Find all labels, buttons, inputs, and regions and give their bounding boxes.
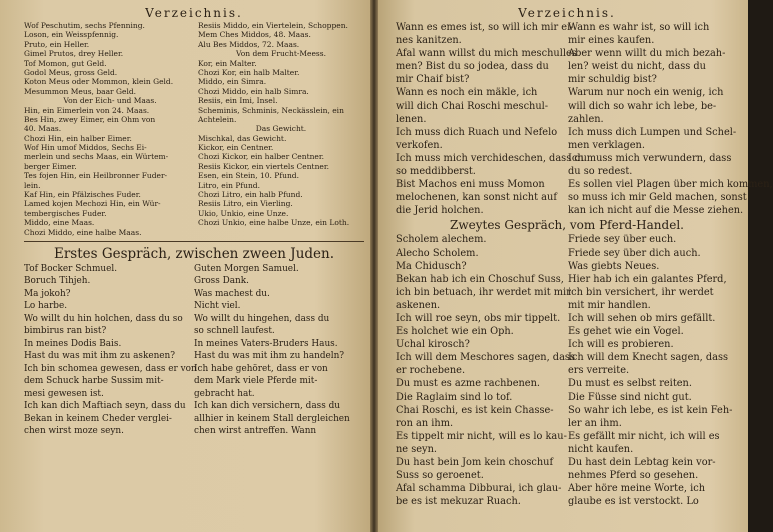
vocab-entry: Tof Momon, gut Geld. bbox=[24, 58, 107, 68]
dialogue-line-hebrew: lenen. bbox=[396, 113, 427, 125]
dialogue-line-german: Ich muss dich Lumpen und Schel- bbox=[568, 126, 737, 138]
dialogue-line-hebrew: Ich will dem Meschores sagen, dass bbox=[396, 352, 575, 364]
vocab-entry: berger Eimer. bbox=[24, 161, 77, 171]
vocab-entry: Koton Meus oder Mommon, klein Geld. bbox=[24, 77, 174, 87]
vocab-entry: Lamed kojen Mechozi Hin, ein Wür- bbox=[24, 199, 161, 209]
dialogue-line-hebrew: Ma Chidusch? bbox=[396, 260, 467, 272]
dialogue-line-german: Du hast dein Lebtag kein vor- bbox=[568, 457, 716, 468]
vocab-entry: Chozi Kor, ein halb Malter. bbox=[198, 67, 300, 77]
dialogue-line-hebrew: Chai Roschi, es ist kein Chasse- bbox=[396, 404, 554, 416]
book-gutter bbox=[370, 0, 378, 532]
vocab-entry: Mem Ches Middos, 48. Maas. bbox=[198, 30, 311, 40]
dialogue-line-hebrew: Scholem alechem. bbox=[396, 234, 487, 246]
dialogue-line-hebrew: Ich muss dich Ruach und Nefelo bbox=[396, 126, 558, 138]
vocab-column-left bbox=[24, 21, 196, 237]
dialogue-line-german: Ich habe gehöret, dass er von bbox=[194, 363, 328, 374]
dialogue-line-german: In meines Vaters-Bruders Haus. bbox=[194, 338, 338, 349]
dialogue-line-hebrew: Wann es noch ein mäkle, ich bbox=[396, 87, 538, 99]
dialogue-line-german: ler an ihm. bbox=[568, 417, 622, 429]
dialogue-line-german: Es gehet wie ein Vogel. bbox=[568, 326, 684, 338]
second-dialogue bbox=[396, 233, 738, 508]
vocab-entry: Bes Hin, zwey Eimer, ein Ohm von bbox=[24, 114, 156, 124]
left-page bbox=[0, 0, 370, 532]
dialogue-line-hebrew: askenen. bbox=[396, 299, 441, 311]
dialogue-line-hebrew: Hast du was mit ihm zu askenen? bbox=[24, 351, 176, 362]
dialogue-line-hebrew: Alecho Scholem. bbox=[396, 247, 479, 259]
dialogue-line-german: Friede sey über euch. bbox=[568, 234, 677, 246]
vocab-entry: Kaf Hin, ein Pfälzisches Fuder. bbox=[24, 190, 141, 200]
vocab-entry: Hin, ein Eimerlein von 24. Maas. bbox=[24, 105, 150, 115]
vocab-entry: Mesummon Meus, baar Geld. bbox=[24, 86, 137, 96]
dialogue-line-hebrew: will dich Chai Roschi meschul- bbox=[396, 100, 549, 112]
dialogue-line-german: ers verreite. bbox=[568, 365, 630, 377]
dialogue-line-german: nehmes Pferd so gesehen. bbox=[568, 470, 699, 482]
vocab-entry: Von dem Frucht-Meess. bbox=[235, 49, 327, 59]
dialogue-line-german: mir schuldig bist? bbox=[568, 74, 657, 86]
dialogue-line-hebrew: die Jerid holchen. bbox=[396, 205, 484, 217]
dialogue-line-german: Wo willt du hingehen, dass du bbox=[194, 313, 330, 324]
dialogue-column-hebrew bbox=[24, 263, 197, 438]
dialogue-line-hebrew: Suss so geroenet. bbox=[396, 470, 484, 482]
dialogue-line-hebrew: Du hast bein Jom kein choschuf bbox=[396, 457, 554, 468]
vocab-entry: Resiis Litro, ein Vierling. bbox=[198, 199, 293, 209]
dialogue-line-hebrew: Die Raglaim sind lo tof. bbox=[396, 391, 513, 403]
dialogue-line-hebrew: Afal schamma Dibburai, ich glau- bbox=[396, 483, 562, 495]
dialogue-line-hebrew: so meddibberst. bbox=[396, 166, 476, 178]
left-vocabulary bbox=[24, 21, 364, 237]
dialogue-line-hebrew: Ich muss mich verchideschen, dass du bbox=[396, 152, 587, 164]
dialogue-line-hebrew: In meines Dodis Bais. bbox=[24, 338, 122, 349]
dialogue-line-hebrew: bimbirus ran bist? bbox=[24, 326, 107, 337]
section-divider bbox=[24, 241, 364, 242]
dialogue-line-hebrew: nes kanitzen. bbox=[396, 35, 462, 47]
vocab-entry: Mischkal, das Gewicht. bbox=[198, 133, 287, 143]
first-dialogue bbox=[24, 263, 364, 438]
vocab-entry: Godol Meus, gross Geld. bbox=[24, 67, 118, 77]
vocab-entry: Wof Peschutim, sechs Pfenning. bbox=[24, 21, 145, 30]
dialogue-line-hebrew: Ich bin schomea gewesen, dass er von bbox=[24, 363, 197, 374]
vocab-entry: lein. bbox=[24, 180, 41, 190]
dialogue-line-hebrew: dem Schuck harbe Sussim mit- bbox=[24, 376, 164, 387]
dialogue-line-german: Nicht viel. bbox=[194, 301, 241, 312]
dialogue-line-hebrew: Lo harbe. bbox=[24, 301, 68, 312]
dialogue-line-german: gebracht hat. bbox=[194, 388, 255, 399]
dialogue-line-hebrew: er rochebene. bbox=[396, 365, 466, 377]
dialogue-line-hebrew: verkofen. bbox=[396, 139, 443, 151]
dialogue-line-german: So wahr ich lebe, es ist kein Feh- bbox=[568, 404, 733, 416]
dialogue-line-german: du so redest. bbox=[568, 166, 633, 178]
dialogue-line-german: will dich so wahr ich lebe, be- bbox=[568, 100, 717, 112]
dialogue-line-german: kan ich nicht auf die Messe ziehen. bbox=[568, 205, 744, 217]
dialogue-line-german: Aber höre meine Worte, ich bbox=[568, 483, 706, 495]
dialogue-line-german: Hier hab ich ein galantes Pferd, bbox=[568, 273, 727, 285]
vocab-entry: Litro, ein Pfund. bbox=[198, 180, 260, 190]
dialogue-line-german: Es gefällt mir nicht, ich will es bbox=[568, 430, 720, 442]
dialogue-line-german: Was machest du. bbox=[194, 288, 270, 299]
right-dialogue-continued bbox=[396, 21, 773, 217]
dialogue-line-hebrew: Uchal kirosch? bbox=[396, 339, 470, 351]
dialogue-column-german bbox=[194, 263, 364, 438]
vocab-entry: merlein und sechs Maas, ein Würtem- bbox=[24, 152, 169, 162]
dialogue-line-german: ich bin versichert, ihr werdet bbox=[568, 286, 714, 298]
vocab-entry: Wof Hin umof Middos, Sechs Ei- bbox=[24, 143, 147, 153]
vocab-entry: Resiis Middo, ein Viertelein, Schoppen. bbox=[198, 21, 348, 30]
vocab-entry: Von der Eich- und Maas. bbox=[63, 96, 157, 106]
vocab-column-right bbox=[198, 21, 364, 237]
vocab-entry: Esen, ein Stein, 10. Pfund. bbox=[198, 171, 299, 181]
dialogue-line-hebrew: Bekan in keinem Cheder verglei- bbox=[24, 413, 172, 424]
dialogue-line-german: mir eines kaufen. bbox=[568, 35, 655, 47]
dialogue-line-german: Warum nur noch ein wenig, ich bbox=[568, 87, 724, 99]
vocab-entry: Resiis Kickor, ein viertels Centner. bbox=[198, 161, 329, 171]
dialogue-line-german: so schnell laufest. bbox=[194, 326, 275, 337]
dialogue-line-german: Ich will es probieren. bbox=[568, 339, 674, 351]
dialogue-line-german: Ich kan dich versichern, dass du bbox=[194, 401, 340, 412]
dialogue-line-german: chen wirst antreffen. Wann bbox=[194, 426, 317, 437]
vocab-entry: Gimel Prutos, drey Heller. bbox=[24, 49, 124, 59]
dialogue-line-german: Ich will sehen ob mirs gefällt. bbox=[568, 312, 716, 324]
dialogue-line-hebrew: Tof Bocker Schmuel. bbox=[24, 263, 118, 274]
dialogue-line-german: Es sollen viel Plagen über mich kommen, bbox=[568, 179, 773, 191]
vocab-entry: Scheminis, Schminis, Neckässlein, ein bbox=[198, 105, 344, 115]
dialogue-line-hebrew: Ich will roe seyn, obs mir tippelt. bbox=[396, 312, 561, 324]
vocab-entry: Tes fojen Hin, ein Heilbronner Fuder- bbox=[24, 171, 168, 181]
vocab-entry: Middo, eine Maas. bbox=[24, 218, 95, 228]
dialogue-line-german: Du must es selbst reiten. bbox=[568, 378, 692, 390]
dialogue-line-hebrew: ne seyn. bbox=[396, 443, 438, 455]
dialogue-line-hebrew: Afal wann willst du mich meschulles bbox=[396, 48, 577, 60]
vocab-entry: Kickor, ein Centner. bbox=[198, 143, 274, 153]
dialogue-line-hebrew: Es tippelt mir nicht, will es lo kau- bbox=[396, 430, 567, 442]
dialogue-line-german: Gross Dank. bbox=[194, 276, 249, 287]
vocab-entry: Chozi Unkio, eine halbe Unze, ein Loth. bbox=[198, 218, 350, 228]
dialogue-line-hebrew: Wann es emes ist, so will ich mir ei- bbox=[396, 22, 574, 33]
dialogue-line-german: Ich muss mich verwundern, dass bbox=[568, 152, 732, 164]
vocab-entry: Pruto, ein Heller. bbox=[24, 39, 90, 49]
vocab-entry: tembergisches Fuder. bbox=[24, 208, 107, 218]
vocab-entry: Achtelein. bbox=[198, 114, 237, 124]
dialogue-line-german: Die Füsse sind nicht gut. bbox=[568, 391, 692, 403]
dialogue-line-hebrew: Bist Machos eni muss Momon bbox=[396, 179, 545, 191]
vocab-entry: Chozi Hin, ein halber Eimer. bbox=[24, 133, 132, 143]
dialogue-line-german: Friede sey über dich auch. bbox=[568, 247, 701, 259]
dialogue-line-german: allhier in keinem Stall dergleichen bbox=[194, 413, 350, 424]
dialogue-line-hebrew: mesi gewesen ist. bbox=[24, 388, 104, 399]
vocab-entry: Kor, ein Malter. bbox=[198, 58, 257, 68]
vocab-entry: 40. Maas. bbox=[24, 124, 62, 134]
dialogue-line-german: Aber wenn willt du mich bezah- bbox=[568, 48, 726, 60]
section-heading-first-dialogue: Erstes Gespräch, zwischen zween Juden. bbox=[53, 245, 335, 262]
vocab-entry: Middo, ein Simra. bbox=[198, 77, 267, 87]
dialogue-line-german: Hast du was mit ihm zu handeln? bbox=[194, 351, 345, 362]
dialogue-line-hebrew: Boruch Tihjeh. bbox=[24, 276, 91, 287]
dialogue-line-german: zahlen. bbox=[568, 113, 604, 125]
vocab-entry: Chozi Middo, ein halb Simra. bbox=[198, 86, 309, 96]
dialogue-line-hebrew: Wo willt du hin holchen, dass du so bbox=[24, 313, 183, 324]
right-running-head: Verzeichnis. bbox=[518, 6, 616, 20]
dialogue-line-german: Wann es wahr ist, so will ich bbox=[568, 22, 710, 33]
continued-column-german bbox=[568, 21, 773, 217]
dialogue-line-german: Was giebts Neues. bbox=[568, 260, 660, 272]
dialogue-line-hebrew: Ich kan dich Maftiach seyn, dass du bbox=[24, 401, 186, 412]
vocab-entry: Alu Bes Middos, 72. Maas. bbox=[198, 39, 300, 49]
section-heading-second-dialogue: Zweytes Gespräch, vom Pferd-Handel. bbox=[450, 218, 684, 233]
dialogue-line-german: mit mir handlen. bbox=[568, 299, 651, 311]
horse-dialogue-column-german bbox=[568, 233, 738, 508]
vocab-entry: Ukio, Unkio, eine Unze. bbox=[198, 208, 289, 218]
dialogue-line-hebrew: ich bin betuach, ihr werdet mit mir bbox=[396, 286, 571, 298]
dialogue-line-hebrew: men? Bist du so jodea, dass du bbox=[396, 61, 549, 73]
horse-dialogue-column-hebrew bbox=[396, 233, 575, 508]
dialogue-line-german: so muss ich mir Geld machen, sonst bbox=[568, 192, 747, 204]
dialogue-line-hebrew: mir Chaif bist? bbox=[396, 74, 470, 86]
vocab-entry: Das Gewicht. bbox=[255, 124, 307, 134]
vocab-entry: Chozi Middo, eine halbe Maas. bbox=[24, 227, 142, 237]
dialogue-line-german: nicht kaufen. bbox=[568, 443, 634, 455]
dialogue-line-german: Ich will dem Knecht sagen, dass bbox=[568, 352, 729, 364]
dialogue-line-hebrew: Bekan hab ich ein Choschuf Suss, bbox=[396, 273, 564, 285]
right-page bbox=[378, 0, 773, 532]
dialogue-line-german: dem Mark viele Pferde mit- bbox=[194, 376, 318, 387]
vocab-entry: Chozi Kickor, ein halber Centner. bbox=[198, 152, 325, 162]
dialogue-line-hebrew: Ma jokoh? bbox=[24, 288, 71, 299]
dialogue-line-hebrew: chen wirst moze seyn. bbox=[24, 426, 124, 437]
dialogue-line-german: glaube es ist verstockt. Lo bbox=[568, 496, 699, 508]
dialogue-line-hebrew: Du must es azme rachbenen. bbox=[396, 378, 541, 390]
vocab-entry: Resiis, ein Imi, Insel. bbox=[198, 96, 278, 106]
dialogue-line-hebrew: Es holchet wie ein Oph. bbox=[396, 326, 514, 338]
vocab-entry: Chozi Litro, ein halb Pfund. bbox=[198, 190, 303, 200]
dialogue-line-hebrew: melochenen, kan sonst nicht auf bbox=[396, 192, 557, 204]
dialogue-line-hebrew: ron an ihm. bbox=[396, 417, 454, 429]
dialogue-line-hebrew: be es ist mekuzar Ruach. bbox=[396, 496, 521, 508]
dialogue-line-german: len? weist du nicht, dass du bbox=[568, 61, 706, 73]
vocab-entry: Loson, ein Weisspfennig. bbox=[24, 30, 119, 40]
dialogue-line-german: men verklagen. bbox=[568, 139, 645, 151]
dialogue-line-german: Guten Morgen Samuel. bbox=[194, 263, 299, 274]
left-running-head: Verzeichnis. bbox=[145, 6, 243, 20]
